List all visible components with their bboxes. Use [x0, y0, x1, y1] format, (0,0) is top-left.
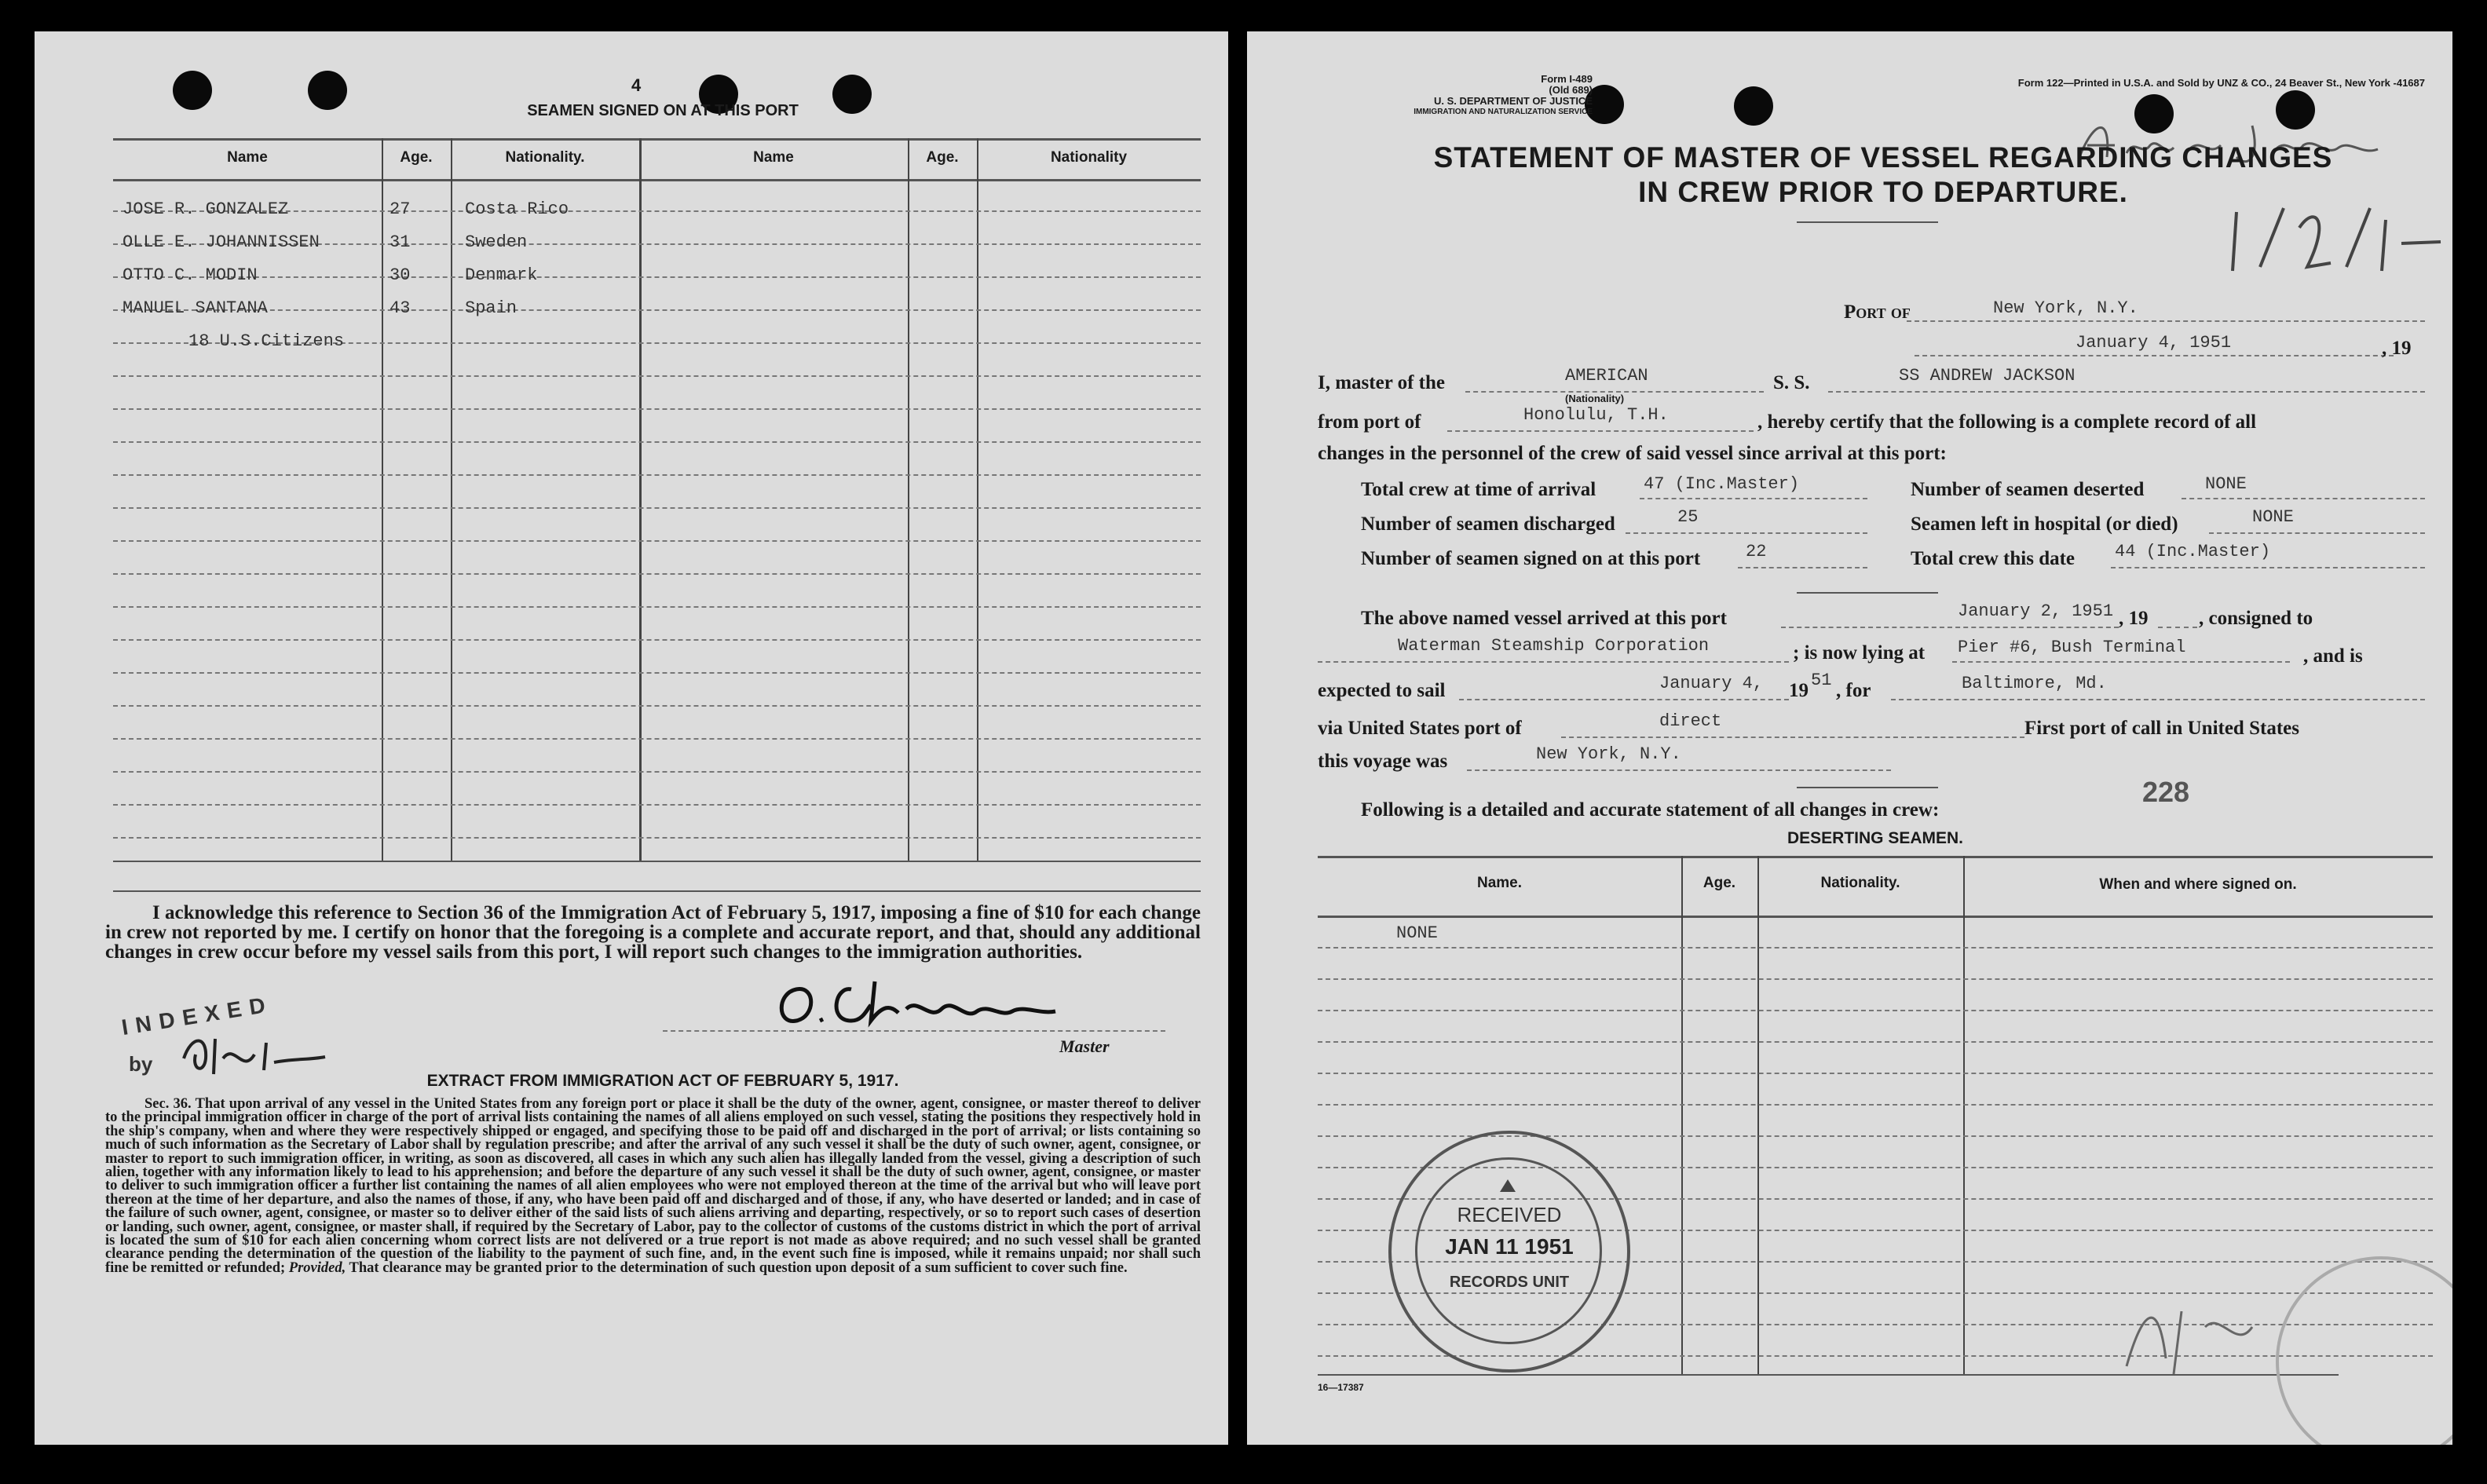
expected-value: January 4, [1659, 674, 1764, 693]
changes-text: changes in the personnel of the crew of said vessel since arrival at this port: [1318, 443, 1947, 464]
total-crew-date-label: Total crew this date [1911, 548, 2076, 569]
deserted-value: NONE [2205, 474, 2247, 494]
first-port-label: First port of call in United States [2024, 718, 2299, 739]
table-row-name: JOSE R. GONZALEZ [123, 199, 289, 219]
table-row-age: 30 [390, 265, 411, 285]
col-header-nationality-2: Nationality [1050, 149, 1128, 166]
arrived-suffix: , 19 [2119, 608, 2149, 629]
left-page [35, 31, 1228, 1445]
table-row-nationality: Costa Rico [465, 199, 569, 219]
received-stamp-line2: JAN 11 1951 [1445, 1234, 1574, 1259]
following-text: Following is a detailed and accurate statement of all changes in crew: [1361, 799, 1940, 821]
table-row-name: 18 U.S.Citizens [188, 331, 345, 351]
date-suffix: , 19 [2382, 338, 2412, 359]
punch-hole [173, 71, 212, 110]
table-row-age: 31 [390, 232, 411, 252]
table-row-name: MANUEL SANTANA [123, 298, 268, 318]
form-number [1420, 74, 1593, 96]
first-port-value: New York, N.Y. [1536, 744, 1681, 764]
for-label: , for [1836, 680, 1871, 701]
destination-value: Baltimore, Md. [1962, 674, 2107, 693]
table-row-name: NONE [1396, 923, 1438, 943]
desert-col-name: Name. [1476, 875, 1523, 891]
lying-label: ; is now lying at [1793, 642, 1926, 663]
signed-on-label: Number of seamen signed on at this port [1361, 548, 1701, 569]
table-row-nationality: Spain [465, 298, 518, 318]
table-row-name: OTTO C. MODIN [123, 265, 258, 285]
form-code: 16—17387 [1318, 1382, 1364, 1393]
table-row-age: 43 [390, 298, 411, 318]
extract-text: That upon arrival of any vessel in the United States from any foreign port or place it shall be the duty of the owner, agent, consignee, or master thereof to deliver to the principal immigration officer in charge of the port of arrival lists containing the names of all aliens employed on such vessel, stating the positions they respectively hold in the ship's company, when and where they were respectively shipped or engaged, and specifying those to be paid off and discharged in the port of arrival; or lists containing so much of such information as the Secretary of Labor shall by regulation prescribe; and after the arrival of any such vessel it shall be the duty of such owner, agent, consignee, or master to report to such immigration officer, in writing, as soon as discovered, all cases in which any such alien has illegally landed from the vessel, giving a description of such alien, together with any information likely to lead to his apprehension; and before the departure of any such vessel it shall be the duty of such owner, agent, consignee, or master to deliver to such immigration officer a further list containing the names of all alien employees who were not employed thereon at the time of the arrival but who will leave port thereon at the time of her departure, and also the names of those, if any, who have been paid off and discharged and of those, if any, who have deserted or landed; and in case of the failure of such owner, agent, consignee, or master so to deliver either of the said lists of such aliens arriving and departing, respectively, or so to report such cases of desertion or landing, such owner, agent, consignee, or master shall, if required by the Secretary of Labor, pay to the collector of customs of the customs district in which the port of arrival is located the sum of $10 for each alien concerning whom correct lists are not delivered or a true report is not made as above required; and no such vessel shall be granted clearance pending the determination of the question of the liability to the payment of such fine, and, in the event such fine is imposed, while it remains unpaid; nor shall such fine be remitted or refunded; [105, 1096, 1201, 1276]
from-port-label: from port of [1318, 411, 1421, 433]
printer-line: Form 122—Printed in U.S.A. and Sold by UNZ & CO., 24 Beaver St., New York -41687 [2017, 77, 2425, 89]
received-stamp-line3: RECORDS UNIT [1449, 1274, 1570, 1291]
deserting-title: DESERTING SEAMEN. [1787, 829, 1964, 847]
and-is-label: , and is [2303, 645, 2363, 667]
total-crew-date-value: 44 (Inc.Master) [2115, 542, 2271, 561]
consignee-value: Waterman Steamship Corporation [1398, 636, 1710, 656]
ss-label: S. S. [1773, 372, 1810, 393]
table-row-nationality: Sweden [465, 232, 528, 252]
handwritten-date [2213, 196, 2449, 283]
form-line-2: (Old 689) [1549, 84, 1593, 96]
expected-year-prefix: 19 [1789, 680, 1809, 701]
page-number: 4 [631, 75, 642, 95]
arrived-label: The above named vessel arrived at this port [1361, 608, 1727, 629]
total-crew-arrival-label: Total crew at time of arrival [1361, 479, 1596, 500]
col-header-name: Name [227, 149, 268, 166]
number-stamp: 228 [2142, 776, 2190, 808]
form-subtitle: IN CREW PRIOR TO DEPARTURE. [1638, 176, 2128, 208]
indexed-initials-signature [176, 1027, 333, 1082]
col-header-nationality: Nationality. [505, 149, 585, 166]
arrived-value: January 2, 1951 [1958, 601, 2114, 621]
extract-title: EXTRACT FROM IMMIGRATION ACT OF FEBRUARY 5, 1917. [426, 1072, 899, 1090]
received-stamp-line1: RECEIVED [1457, 1203, 1562, 1226]
right-page [1247, 31, 2452, 1445]
indexed-by-label: by [129, 1052, 153, 1076]
desert-col-nationality: Nationality. [1820, 875, 1900, 891]
acknowledgment-text: I acknowledge this reference to Section 36 of the Immigration Act of February 5, 1917, imposing a fine of $10 for each change in crew not reported by me. I certify on honor that the foregoing is a complete and accurate report, and that, should any additional changes in crew occur before my vessel sails from this port, I will report such changes to the immigration authorities. [105, 902, 1201, 963]
department-line-2: IMMIGRATION AND NATURALIZATION SERVICE [1414, 108, 1593, 116]
extract-body [105, 1098, 1201, 1275]
faint-initials-signature [2095, 1264, 2331, 1382]
lying-value: Pier #6, Bush Terminal [1958, 638, 2186, 657]
port-label: Port of [1844, 302, 1911, 323]
nationality-value: AMERICAN [1565, 366, 1648, 386]
date-value: January 4, 1951 [2076, 333, 2232, 353]
table-row-nationality: Denmark [465, 265, 538, 285]
extract-tail: That clearance may be granted prior to the determination of such question upon deposit of a sum sufficient to cover such fine. [349, 1259, 1128, 1276]
punch-hole [308, 71, 347, 110]
master-of-label: I, master of the [1318, 372, 1445, 393]
col-header-age-2: Age. [926, 149, 959, 166]
via-label: via United States port of [1318, 718, 1522, 739]
signed-on-value: 22 [1746, 542, 1767, 561]
expected-year-suffix: 51 [1811, 671, 1832, 690]
department-header [1263, 96, 1593, 118]
col-header-age: Age. [400, 149, 433, 166]
col-header-name-2: Name [753, 149, 794, 166]
table-row-age: 27 [390, 199, 411, 219]
master-signature [773, 966, 1071, 1036]
provided-label: Provided, [288, 1259, 346, 1276]
total-crew-arrival-value: 47 (Inc.Master) [1644, 474, 1800, 494]
port-value: New York, N.Y. [1993, 298, 2138, 318]
section-label: Sec. 36. [144, 1096, 192, 1112]
form-title: STATEMENT OF MASTER OF VESSEL REGARDING CHANGES [1433, 141, 2333, 174]
hospital-value: NONE [2252, 507, 2294, 527]
received-stamp [1388, 1131, 1630, 1373]
punch-hole [1734, 86, 1773, 126]
form-line-1: Form I-489 [1541, 73, 1593, 85]
indexed-stamp: INDEXED [119, 991, 275, 1040]
expected-label: expected to sail [1318, 680, 1446, 701]
deserted-label: Number of seamen deserted [1911, 479, 2145, 500]
this-voyage-label: this voyage was [1318, 751, 1448, 772]
via-value: direct [1659, 711, 1722, 731]
vessel-name: SS ANDREW JACKSON [1899, 366, 2076, 386]
master-label: Master [1059, 1036, 1110, 1056]
desert-col-signed-on: When and where signed on. [2099, 876, 2297, 893]
consigned-label: , consigned to [2199, 608, 2313, 629]
discharged-value: 25 [1677, 507, 1699, 527]
department-line-1: U. S. DEPARTMENT OF JUSTICE [1434, 95, 1593, 107]
discharged-label: Number of seamen discharged [1361, 514, 1615, 535]
hospital-label: Seamen left in hospital (or died) [1911, 514, 2178, 535]
desert-col-age: Age. [1702, 875, 1736, 891]
seamen-signed-title: SEAMEN SIGNED ON AT THIS PORT [527, 102, 799, 119]
nationality-caption: (Nationality) [1565, 393, 1625, 404]
table-row-name: OLLE E. JOHANNISSEN [123, 232, 320, 252]
certify-text: , hereby certify that the following is a complete record of all [1757, 411, 2257, 433]
from-port-value: Honolulu, T.H. [1523, 405, 1669, 425]
